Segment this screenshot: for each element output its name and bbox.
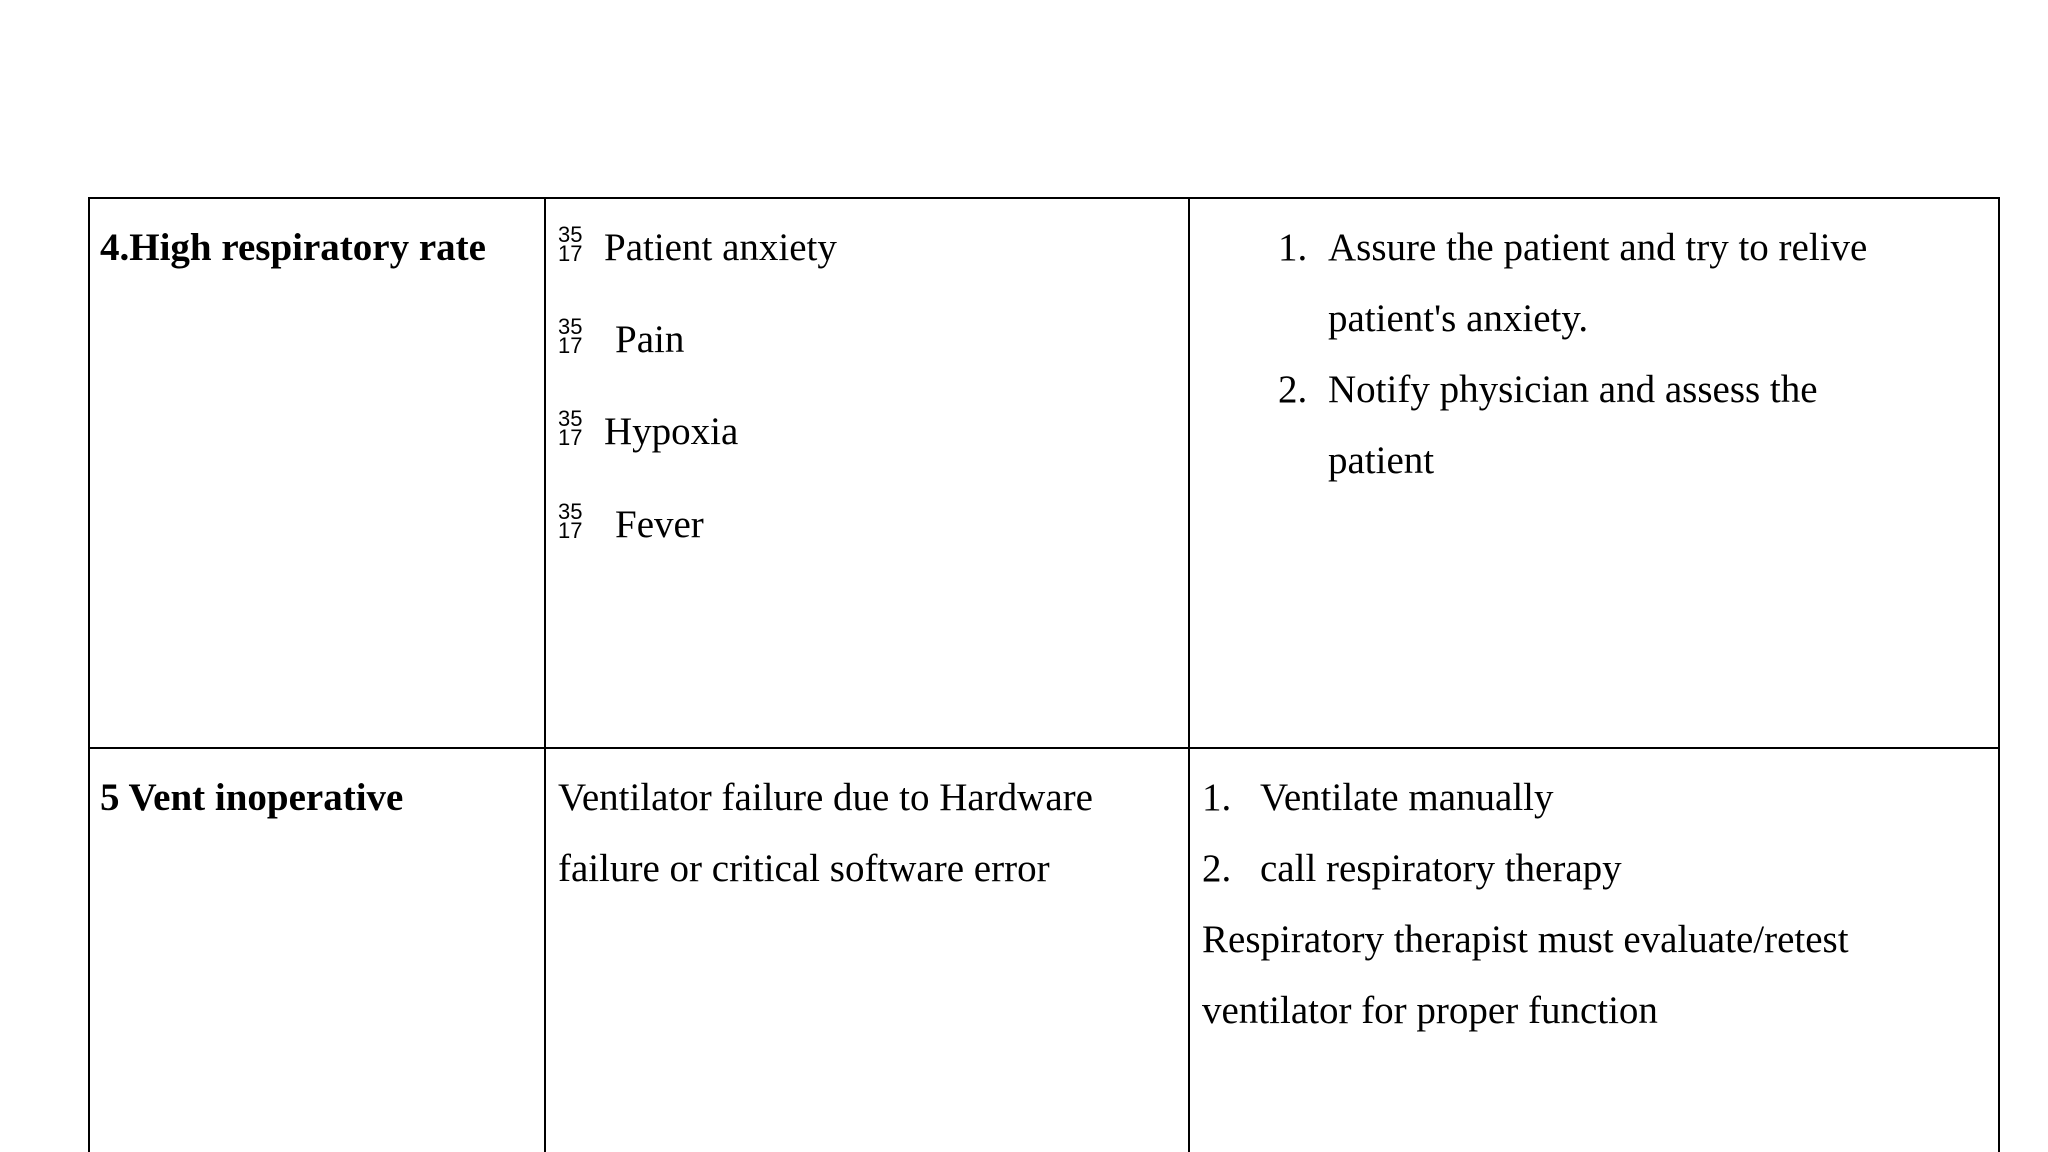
table-row-divider (88, 747, 2000, 749)
action-text-line: patient (1328, 439, 1435, 482)
cause-item (558, 212, 837, 282)
bullet-glyph: 35 17 (558, 222, 583, 266)
bullet-glyph: 35 17 (558, 314, 583, 358)
table-column-divider-2 (1188, 197, 1190, 1152)
cause-text: Fever (615, 502, 704, 546)
alarm-name-high-respiratory-rate: 4.High respiratory rate (100, 226, 486, 269)
action-item (1278, 212, 1978, 354)
cause-text: Hypoxia (604, 409, 739, 453)
alarm-name-vent-inoperative: 5 Vent inoperative (100, 776, 404, 819)
cause-text: Patient anxiety (604, 225, 837, 269)
cause-text-line: Ventilator failure due to Hardware (558, 776, 1093, 819)
table-column-divider-1 (544, 197, 546, 1152)
action-item (1278, 354, 1978, 496)
table-top-border (88, 197, 2000, 199)
action-text: Ventilate manually (1260, 776, 1554, 819)
note-text-line: ventilator for proper function (1202, 989, 1658, 1032)
list-number: 2. (1202, 847, 1232, 890)
cause-text: Pain (615, 317, 685, 361)
list-number: 1. (1202, 776, 1232, 819)
action-text-line: Notify physician and assess the (1328, 368, 1818, 411)
action-text-line: Assure the patient and try to relive (1328, 226, 1868, 269)
note-text-line: Respiratory therapist must evaluate/retest (1202, 918, 1849, 961)
cause-text-line: failure or critical software error (558, 847, 1050, 890)
list-number: 2. (1278, 368, 1308, 411)
table-left-border (88, 197, 90, 1152)
cause-item (558, 304, 684, 374)
bullet-glyph: 35 17 (558, 499, 583, 543)
action-item (1202, 762, 1982, 833)
list-number: 1. (1278, 226, 1308, 269)
action-text: call respiratory therapy (1260, 847, 1622, 890)
bullet-glyph: 35 17 (558, 406, 583, 450)
cause-item (558, 396, 738, 466)
action-text-line: patient's anxiety. (1328, 297, 1589, 340)
cause-item (558, 489, 704, 559)
table-right-border (1998, 197, 2000, 1152)
action-item (1202, 833, 1982, 904)
